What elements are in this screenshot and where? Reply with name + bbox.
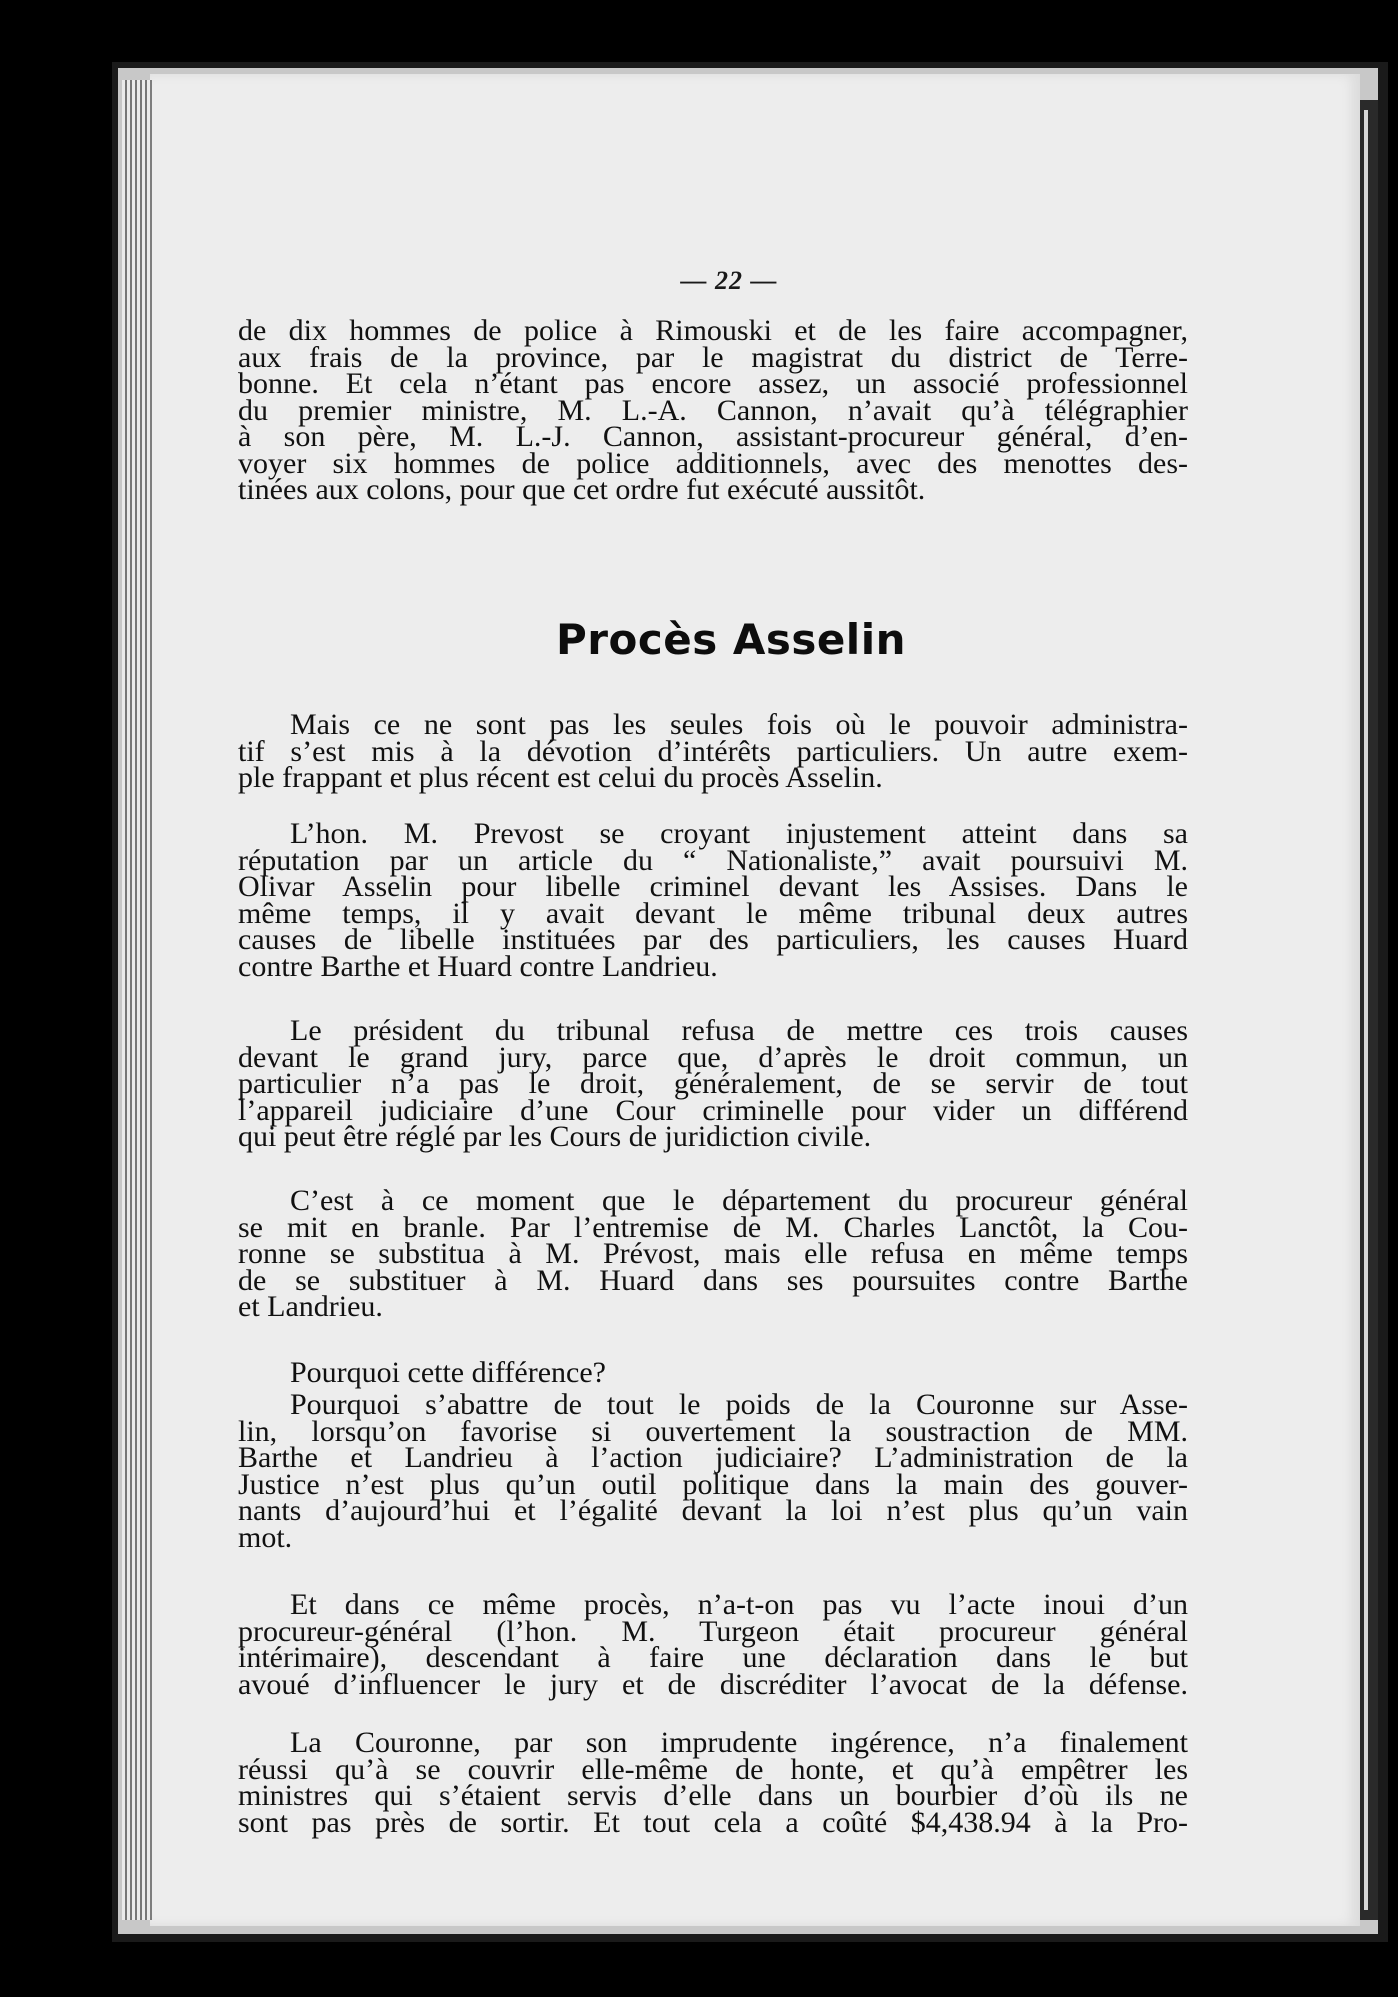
page-number [0, 266, 1398, 296]
text-line: C’est à ce moment que le département du procureur général [290, 1184, 1188, 1217]
text-line: sont pas près de sortir. Et tout cela a coûté $4,438.94 à la Pro- [238, 1805, 1188, 1839]
paragraph-continuation [238, 314, 1188, 506]
text-line: procureur-général (l’hon. M. Turgeon était procureur général [238, 1614, 1188, 1648]
page-number-text: — 22 — [680, 266, 778, 295]
text-line: se mit en branle. Par l’entremise de M. Charles Lanctôt, la Cou- [238, 1210, 1188, 1244]
text-line: de dix hommes de police à Rimouski et de les faire accompagner, [238, 314, 1188, 347]
paragraph [238, 708, 1188, 794]
text-line: contre Barthe et Huard contre Landrieu. [238, 949, 718, 983]
text-line: tinées aux colons, pour que cet ordre fut exécuté aussitôt. [238, 473, 926, 506]
paragraph [238, 1356, 1188, 1389]
paragraph [238, 1184, 1188, 1323]
text-line: Barthe et Landrieu à l’action judiciaire? L’administration de la [238, 1441, 1188, 1474]
text-line: causes de libelle instituées par des particuliers, les causes Huard [238, 923, 1188, 956]
text-line: Justice n’est plus qu’un outil politique dans la main des gouver- [238, 1467, 1188, 1501]
text-line: Pourquoi cette différence? [290, 1356, 606, 1389]
text-line: intérimaire), descendant à faire une déclaration dans le but [238, 1641, 1188, 1674]
right-page-edge [1360, 100, 1378, 1920]
text-line: réputation par un article du “ Nationaliste,” avait poursuivi M. [238, 843, 1188, 877]
text-line: particulier n’a pas le droit, généralement, de se servir de tout [238, 1067, 1188, 1100]
text-line: voyer six hommes de police additionnels, avec des menottes des- [238, 446, 1188, 480]
paragraph [238, 1726, 1188, 1839]
right-page-edge-line [1364, 110, 1368, 1910]
text-line: Et dans ce même procès, n’a-t-on pas vu l’acte inoui d’un [290, 1588, 1188, 1621]
paragraph [238, 817, 1188, 983]
text-line: tif s’est mis à la dévotion d’intérêts particuliers. Un autre exem- [238, 734, 1188, 768]
section-heading [0, 615, 1398, 664]
text-line: mot. [238, 1520, 293, 1554]
text-line: du premier ministre, M. L.-A. Cannon, n’avait qu’à télégraphier [238, 393, 1188, 427]
text-line: avoué d’influencer le jury et de discréditer l’avocat de la défense. [238, 1667, 1188, 1701]
text-line: L’hon. M. Prevost se croyant injustement atteint dans sa [290, 817, 1188, 850]
text-line: Mais ce ne sont pas les seules fois où le pouvoir administra- [290, 708, 1188, 741]
text-line: de se substituer à M. Huard dans ses poursuites contre Barthe [238, 1263, 1188, 1297]
text-line: à son père, M. L.-J. Cannon, assistant-procureur général, d’en- [238, 420, 1188, 453]
text-line: qui peut être réglé par les Cours de juridiction civile. [238, 1120, 872, 1153]
text-line: ronne se substitua à M. Prévost, mais elle refusa en même temps [238, 1237, 1188, 1270]
text-line: et Landrieu. [238, 1290, 383, 1323]
text-line: aux frais de la province, par le magistrat du district de Terre- [238, 340, 1188, 374]
page-stack-edges [122, 80, 152, 1920]
text-line: même temps, il y avait devant le même tribunal deux autres [238, 896, 1188, 930]
paragraph [238, 1588, 1188, 1701]
paragraph [238, 1014, 1188, 1153]
text-line: La Couronne, par son imprudente ingérence, n’a finalement [290, 1726, 1188, 1759]
text-line: lin, lorsqu’on favorise si ouvertement la soustraction de MM. [238, 1414, 1188, 1448]
text-line: Olivar Asselin pour libelle criminel devant les Assises. Dans le [238, 870, 1188, 903]
text-line: réussi qu’à se couvrir elle-même de honte, et qu’à empêtrer les [238, 1752, 1188, 1786]
paragraph [238, 1388, 1188, 1554]
text-line: l’appareil judiciaire d’une Cour criminelle pour vider un différend [238, 1093, 1188, 1127]
text-line: ple frappant et plus récent est celui du procès Asselin. [238, 761, 883, 794]
text-line: nants d’aujourd’hui et l’égalité devant la loi n’est plus qu’un vain [238, 1494, 1188, 1527]
text-line: bonne. Et cela n’étant pas encore assez, un associé professionnel [238, 367, 1188, 400]
section-heading-text: Procès Asselin [555, 615, 907, 664]
text-line: Pourquoi s’abattre de tout le poids de la Couronne sur Asse- [290, 1388, 1188, 1421]
text-line: devant le grand jury, parce que, d’après le droit commun, un [238, 1040, 1188, 1074]
text-line: ministres qui s’étaient servis d’elle dans un bourbier d’où ils ne [238, 1779, 1188, 1812]
text-line: Le président du tribunal refusa de mettre ces trois causes [290, 1014, 1188, 1047]
